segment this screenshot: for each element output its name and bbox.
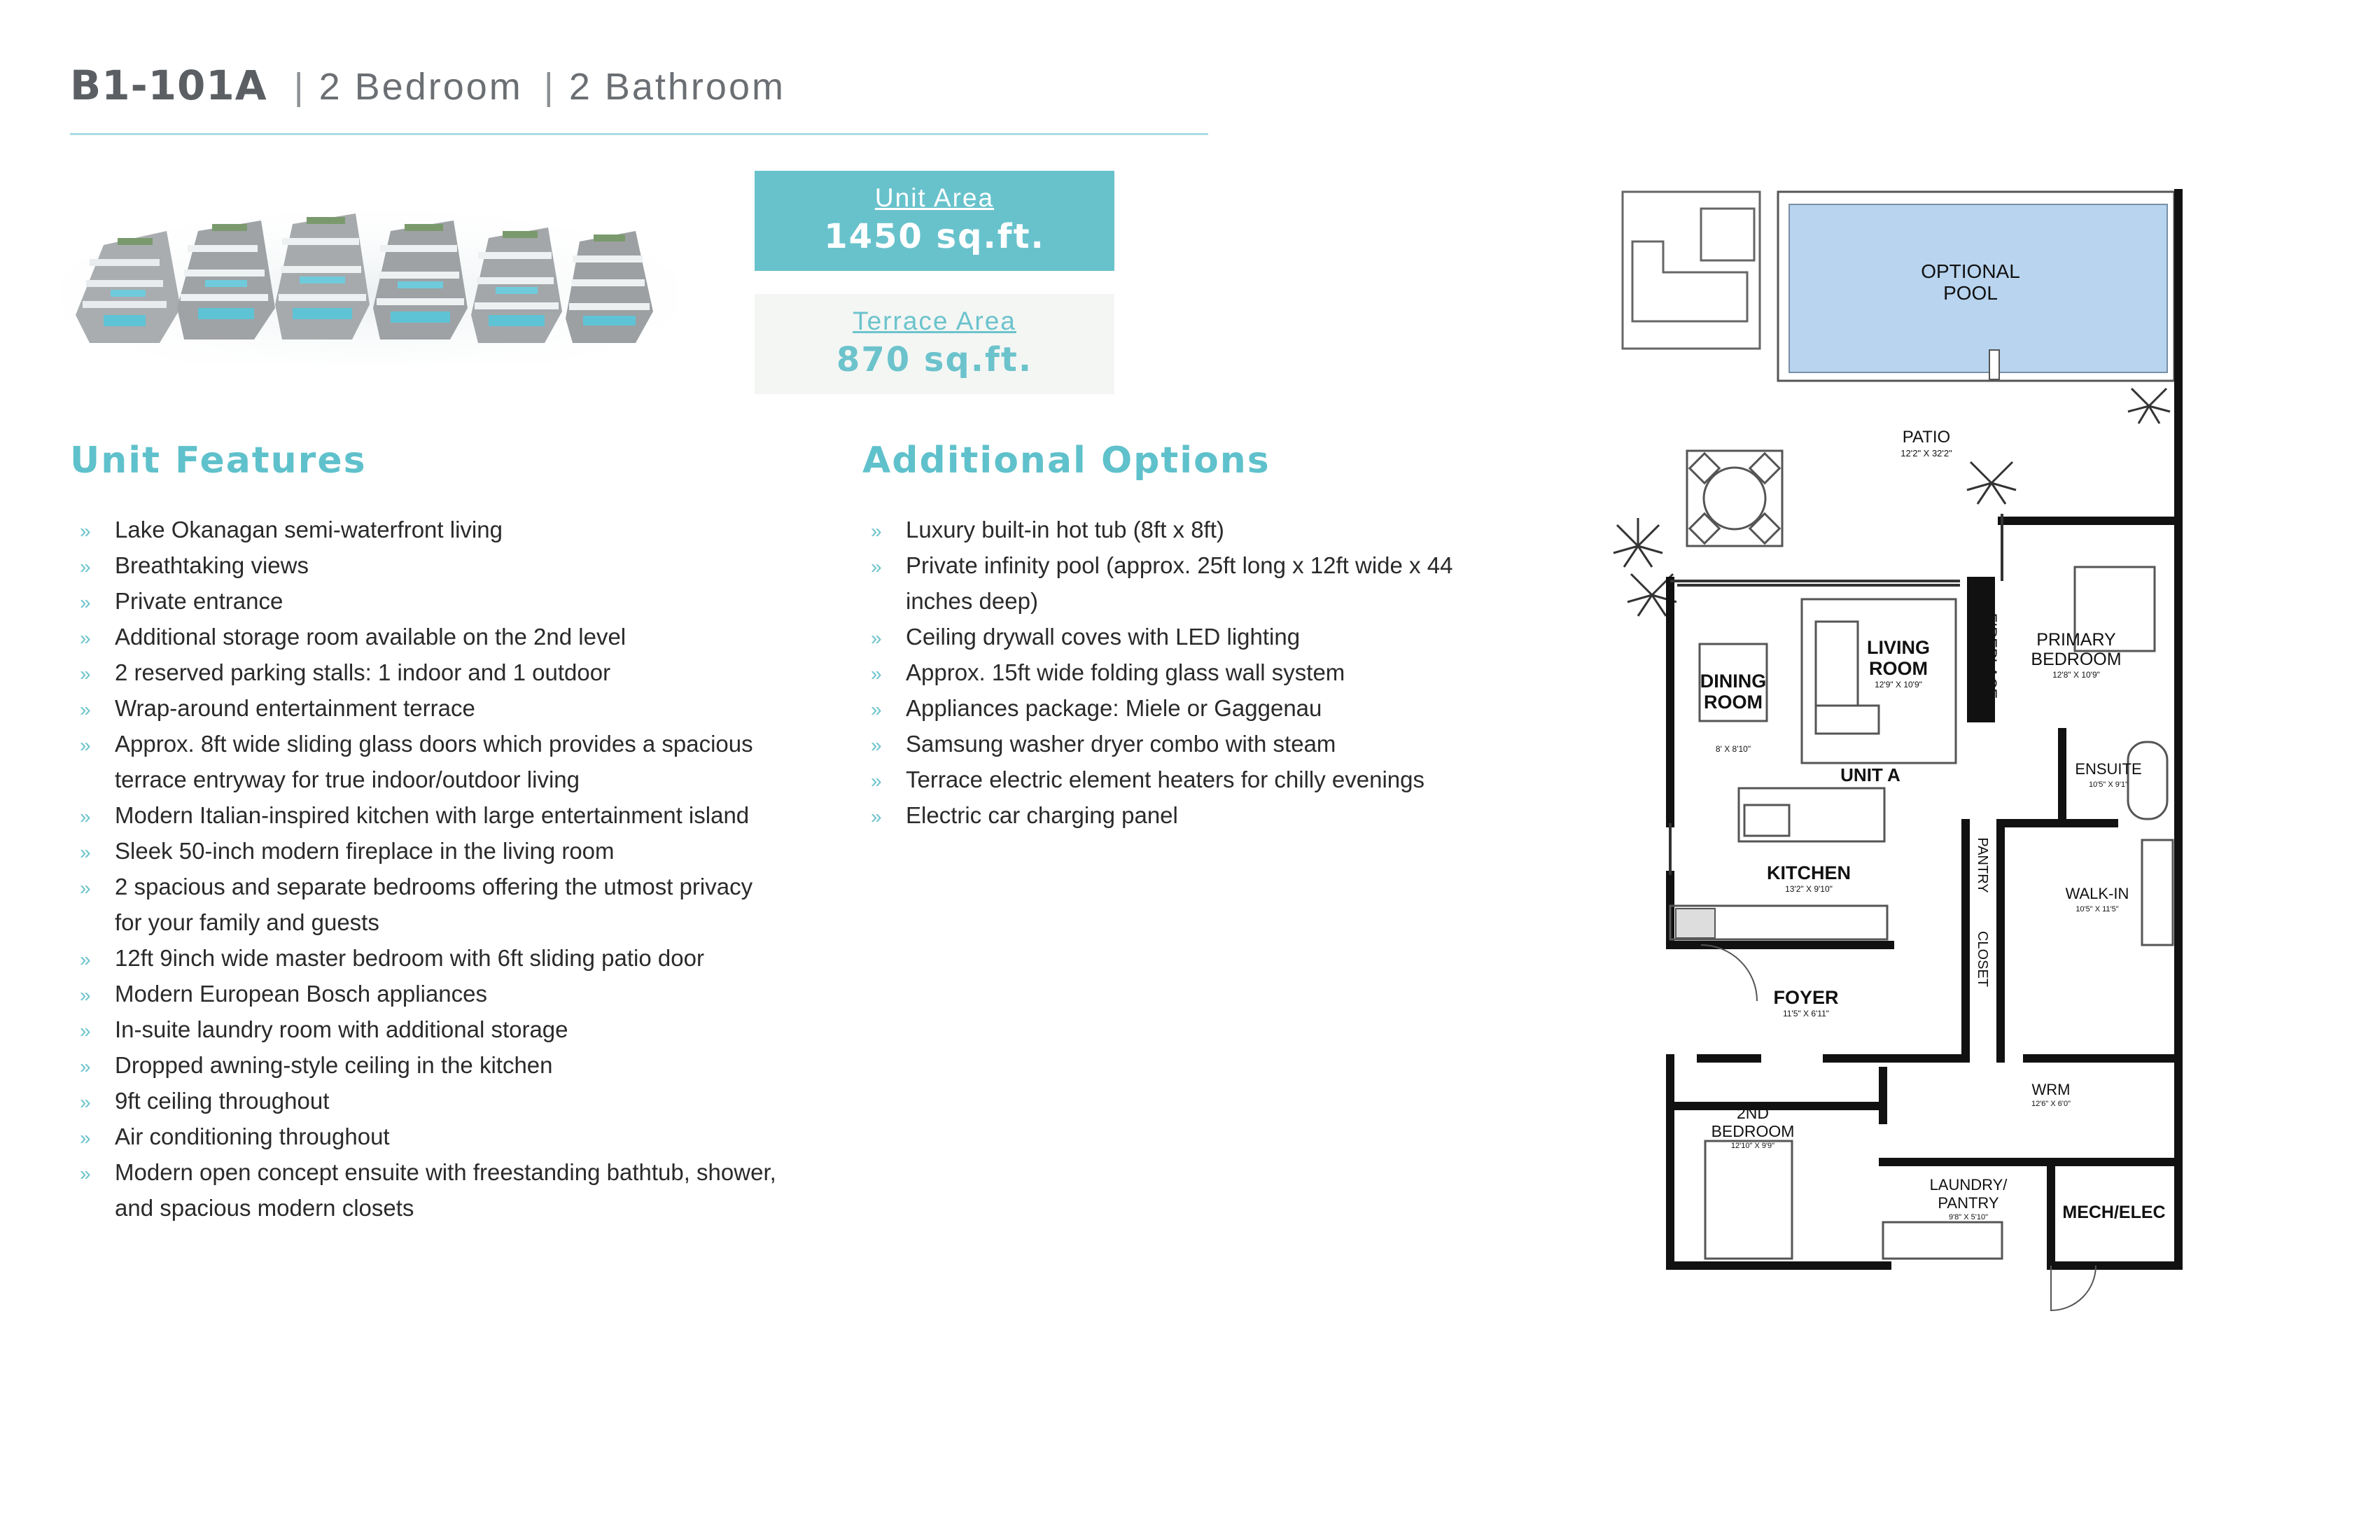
- ensuite-label: ENSUITE: [2075, 760, 2142, 778]
- pool-label: POOL: [1943, 282, 1998, 304]
- list-item: » Samsung washer dryer combo with steam: [868, 726, 1498, 762]
- wrm-dimensions: 12'6" X 6'0": [2031, 1100, 2071, 1108]
- walk-in-vanity: [2142, 840, 2173, 945]
- walk-in-dimensions: 10'5" X 11'5": [2076, 905, 2119, 913]
- list-item: » Wrap-around entertainment terrace: [77, 690, 777, 726]
- pool-label: OPTIONAL: [1921, 260, 2020, 282]
- foyer-label: FOYER: [1773, 987, 1839, 1008]
- patio-label: PATIO: [1902, 428, 1951, 447]
- list-item: » 9ft ceiling throughout: [77, 1083, 777, 1119]
- foyer-dimensions: 11'5" X 6'11": [1782, 1009, 1830, 1018]
- second-bed: [1705, 1141, 1792, 1259]
- living-room-dimensions: 12'9" X 10'9": [1875, 680, 1922, 690]
- unit-features-list: [77, 512, 777, 1226]
- lounge-table: [1701, 209, 1754, 260]
- list-item: » Additional storage room available on the 2nd level: [77, 619, 777, 654]
- wrm-label: WRM: [2031, 1081, 2071, 1098]
- bathtub: [2128, 742, 2167, 819]
- list-item: » Modern European Bosch appliances: [77, 976, 777, 1011]
- pantry-label: PANTRY: [1975, 837, 1990, 893]
- list-item: » Private entrance: [77, 583, 777, 619]
- list-item: » Modern Italian-inspired kitchen with large entertainment island: [77, 797, 777, 833]
- additional-options-list: [868, 512, 1498, 833]
- living-room-label: LIVING: [1866, 637, 1931, 658]
- unit-area-label[interactable]: Unit Area: [874, 183, 995, 212]
- kitchen-dimensions: 13'2" X 9'10": [1785, 884, 1833, 894]
- primary-bedroom-label: BEDROOM: [2031, 650, 2122, 669]
- header-divider: [70, 133, 1208, 135]
- dining-room-dimensions: 8' X 8'10": [1715, 744, 1751, 754]
- unit-header: [70, 62, 785, 109]
- laundry-label: LAUNDRY/: [1929, 1176, 2008, 1194]
- closet-label: CLOSET: [1975, 930, 1990, 988]
- hot-tub-area: [1623, 192, 1760, 349]
- primary-bedroom-label: PRIMARY: [2036, 630, 2116, 650]
- list-item: » Approx. 15ft wide folding glass wall system: [868, 654, 1498, 690]
- terrace-area-box: [755, 294, 1114, 394]
- ensuite-dimensions: 10'5" X 9'1": [2088, 780, 2129, 789]
- list-item: » 2 reserved parking stalls: 1 indoor and 1 outdoor: [77, 654, 777, 690]
- header-separator: |: [293, 66, 304, 108]
- fireplace-label: FIREPLACE: [1982, 612, 2000, 699]
- second-bedroom-dimensions: 12'10" X 9'9": [1730, 1142, 1775, 1150]
- additional-options-title: Additional Options: [862, 440, 1270, 482]
- unit-label: UNIT A: [1840, 764, 1900, 785]
- unit-features-title: Unit Features: [70, 440, 367, 482]
- list-item: » In-suite laundry room with additional storage: [77, 1011, 777, 1047]
- kitchen-label: KITCHEN: [1767, 862, 1851, 883]
- second-bedroom-label: 2ND: [1736, 1104, 1770, 1122]
- list-item: » Electric car charging panel: [868, 797, 1498, 833]
- list-item: » 12ft 9inch wide master bedroom with 6ft sliding patio door: [77, 940, 777, 976]
- building-rendering-image: [62, 189, 678, 364]
- list-item: » Private infinity pool (approx. 25ft long x 12ft wide x 44 inches deep): [868, 547, 1498, 619]
- terrace-area-value: 870 sq.ft.: [836, 340, 1033, 379]
- list-item: » Lake Okanagan semi-waterfront living: [77, 512, 777, 547]
- patio-dining-set: [1687, 451, 1782, 546]
- second-bedroom-label: BEDROOM: [1711, 1122, 1795, 1140]
- list-item: » Luxury built-in hot tub (8ft x 8ft): [868, 512, 1498, 547]
- unit-area-value: 1450 sq.ft.: [824, 217, 1045, 256]
- list-item: » 2 spacious and separate bedrooms offering the utmost privacy for your family and guests: [77, 869, 777, 940]
- mech-elec-label: MECH/ELEC: [2062, 1203, 2166, 1222]
- floor-plan: [1603, 182, 2219, 1323]
- laundry-dimensions: 9'8" X 5'10": [1948, 1213, 1989, 1222]
- list-item: » Breathtaking views: [77, 547, 777, 583]
- header-separator: |: [543, 66, 554, 108]
- outdoor-sofa: [1632, 241, 1747, 321]
- terrace-area-label[interactable]: Terrace Area: [853, 307, 1016, 335]
- list-item: » Sleek 50-inch modern fireplace in the living room: [77, 833, 777, 869]
- laundry-counter: [1883, 1222, 2002, 1259]
- list-item: » Ceiling drywall coves with LED lighting: [868, 619, 1498, 654]
- living-room-label: ROOM: [1869, 658, 1928, 679]
- walk-in-label: WALK-IN: [2065, 885, 2129, 902]
- list-item: » Air conditioning throughout: [77, 1119, 777, 1154]
- dining-room-label: ROOM: [1704, 692, 1763, 713]
- bathroom-count: 2 Bathroom: [568, 66, 785, 108]
- kitchen-island: [1739, 788, 1884, 841]
- bedroom-count: 2 Bedroom: [318, 66, 523, 108]
- list-item: » Dropped awning-style ceiling in the kitchen: [77, 1047, 777, 1083]
- dining-room-label: DINING: [1700, 671, 1767, 692]
- list-item: » Modern open concept ensuite with freestanding bathtub, shower, and spacious modern closets: [77, 1154, 777, 1226]
- list-item: » Appliances package: Miele or Gaggenau: [868, 690, 1498, 726]
- patio-dimensions: 12'2" X 32'2": [1900, 448, 1952, 458]
- unit-area-box: [755, 171, 1114, 271]
- list-item: » Terrace electric element heaters for chilly evenings: [868, 762, 1498, 797]
- unit-code: B1-101A: [70, 62, 267, 109]
- list-item: » Approx. 8ft wide sliding glass doors which provides a spacious terrace entryway for true indoor/outdoor living: [77, 726, 777, 797]
- laundry-label: PANTRY: [1938, 1194, 1999, 1212]
- primary-bedroom-dimensions: 12'8" X 10'9": [2052, 670, 2100, 680]
